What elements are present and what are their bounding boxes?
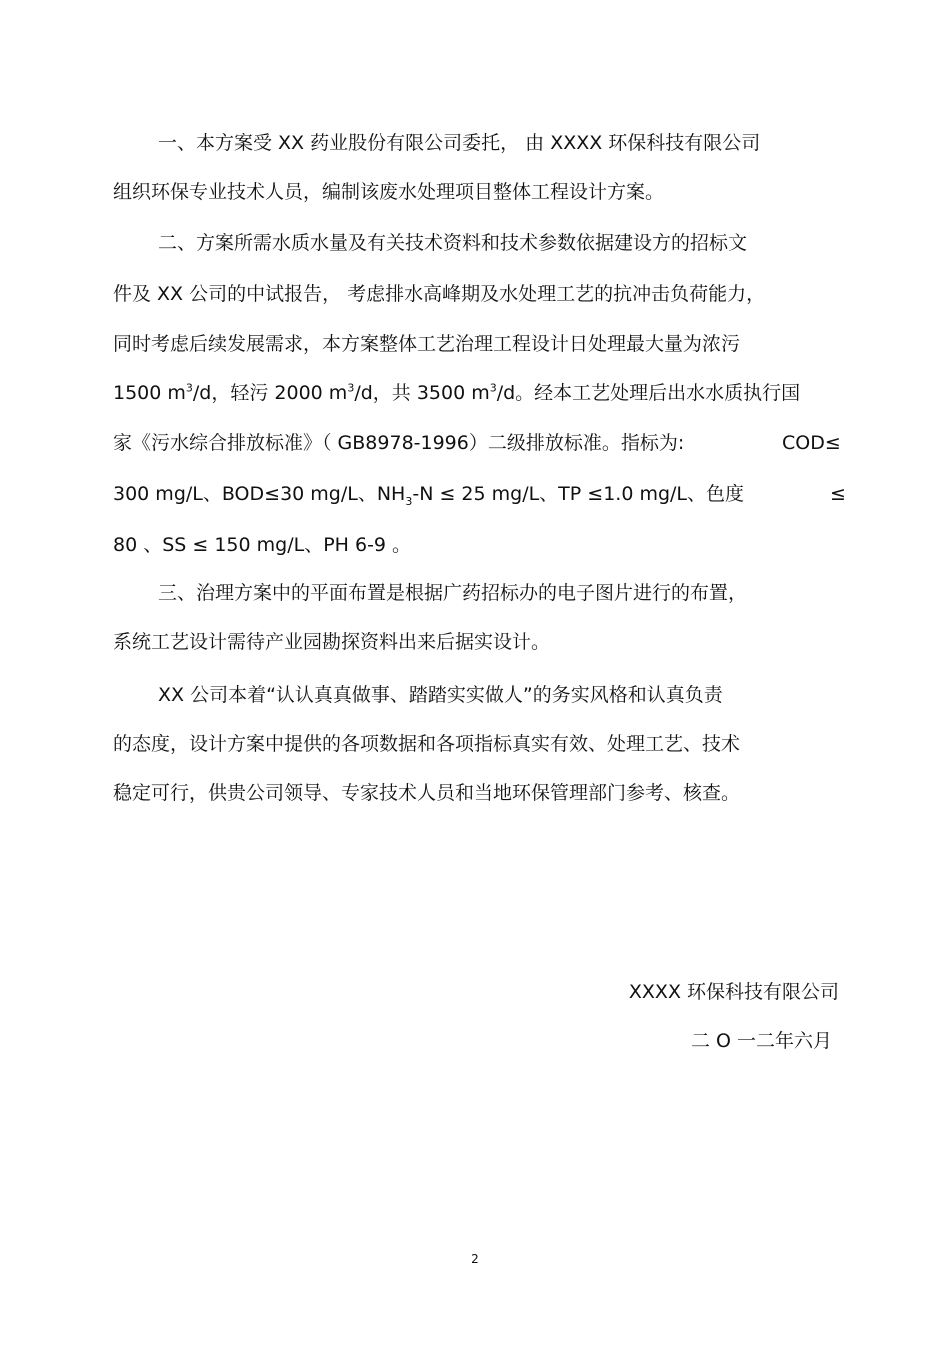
- p2-line-4: 1500 $m^3/d$，轻污 2000 $m^3/d$，共 3500 $m^3/d$。经本工艺处理后出水水质执行国: [113, 381, 801, 404]
- p3-line-2: 系统工艺设计需待产业园勘探资料出来后据实设计。: [113, 631, 551, 653]
- p1-line-2: 组织环保专业技术人员，编制该废水处理项目整体工程设计方案。: [113, 181, 665, 203]
- p2-line-3: 同时考虑后续发展需求，本方案整体工艺治理工程设计日处理最大量为浓污: [113, 333, 741, 355]
- p3-line-1: 三、治理方案中的平面布置是根据广药招标办的电子图片进行的布置，: [158, 582, 748, 604]
- page-number: 2: [471, 1252, 479, 1266]
- p4-line-3: 稳定可行，供贵公司领导、专家技术人员和当地环保管理部门参考、核查。: [113, 782, 741, 804]
- p2-line-5: 家《污水综合排放标准》（ GB8978-1996）二级排放标准。指标为:: [113, 432, 685, 454]
- p2-line-2: 件及 XX 公司的中试报告， 考虑排水高峰期及水处理工艺的抗冲击负荷能力，: [113, 283, 766, 305]
- signature-date: 二 O 一二年六月: [690, 1030, 832, 1052]
- p2-line-6: 300 mg/L、BOD≤30 mg/L、$NH_3-N \le 25$ mg/L、TP ≤1.0 mg/L、色度: [113, 483, 745, 508]
- p2-line-7: 80 、SS ≤ 150 mg/L、PH 6-9 。: [113, 534, 412, 556]
- p4-line-2: 的态度，设计方案中提供的各项数据和各项指标真实有效、处理工艺、技术: [113, 733, 741, 755]
- cod-limit: COD≤: [782, 432, 841, 454]
- signature-company: XXXX 环保科技有限公司: [628, 981, 839, 1003]
- color-limit: ≤: [830, 483, 846, 505]
- p2-line-1: 二、方案所需水质水量及有关技术资料和技术参数依据建设方的招标文: [158, 232, 748, 254]
- p1-line-1: 一、本方案受 XX 药业股份有限公司委托， 由 XXXX 环保科技有限公司: [158, 132, 761, 154]
- p4-line-1: XX 公司本着“认认真真做事、踏踏实实做人”的务实风格和认真负责: [158, 684, 723, 706]
